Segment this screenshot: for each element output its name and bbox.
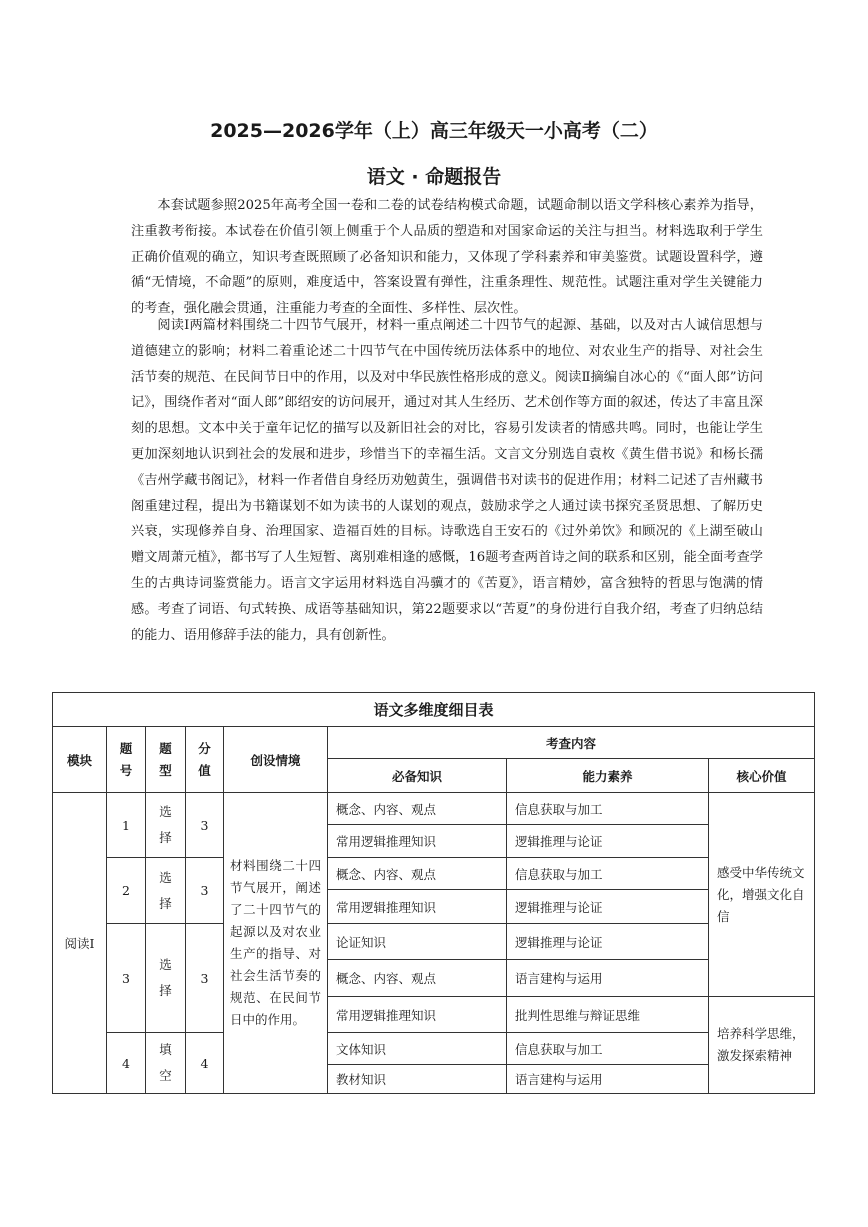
header-setting: 创设情境 [224,727,328,793]
knowledge-cell: 文体知识 [328,1033,507,1065]
ability-cell: 逻辑推理与论证 [507,825,709,858]
document-subtitle: 语文 · 命题报告 [366,166,502,188]
module-cell: 阅读Ⅰ [53,793,107,1094]
intro-paragraph-2: 阅读Ⅰ两篇材料围绕二十四节气展开，材料一重点阐述二十四节气的起源、基础，以及对古人诚信思想与道德建立的影响；材料二着重论述二十四节气在中国传统历法体系中的地位、对农业生产的指导、对社会生活节奏的规范、在民间节日中的作用，以及对中华民族性格形成的意义。阅读Ⅱ摘编自冰心的《“面人郎”访问记》，围绕作者对“面人郎”郎绍安的访问展开，通过对其人生经历、艺术创作等方面的叙述，传达了丰富且深刻的思想。文本中关于童年记忆的描写以及新旧社会的对比，容易引发读者的情感共鸣。同时，也能让学生更加深刻地认识到社会的发展和进步，珍惜当下的幸福生活。文言文分别选自袁枚《黄生借书说》和杨长孺《吉州学藏书阁记》，材料一作者借自身经历劝勉黄生，强调借书对读书的促进作用；材料二记述了吉州藏书阁重建过程，提出为书籍谋划不如为读书的人谋划的观点，鼓励求学之人通过读书探究圣贤思想、了解历史兴衰，实现修养自身、治理国家、造福百姓的目标。诗歌选自王安石的《过外弟饮》和顾况的《上湖至破山赠文周萧元植》，都书写了人生短暂、离别难相逢的感慨，16题考查两首诗之间的联系和区别，能全面考查学生的古典诗词鉴赏能力。语言文字运用材料选自冯骥才的《苦夏》，语言精妙，富含独特的哲思与饱满的情感。考查了词语、句式转换、成语等基础知识，第22题要求以“苦夏”的身份进行自我介绍，考查了归纳总结的能力、语用修辞手法的能力，具有创新性。 [131,318,763,643]
table-row [53,924,815,960]
table-caption: 语文多维度细目表 [53,693,815,727]
table-row [53,1033,815,1065]
core-value-cell: 感受中华传统文化，增强文化自信 [709,793,815,997]
question-score: 4 [186,1033,224,1094]
header-content: 考查内容 [328,727,815,759]
header-type: 题型 [146,727,186,793]
header-number: 题号 [107,727,146,793]
question-number: 4 [107,1033,146,1094]
core-value-cell: 培养科学思维，激发探索精神 [709,997,815,1094]
table-row [53,793,815,825]
question-score: 3 [186,924,224,1033]
question-score: 3 [186,858,224,924]
ability-cell: 批判性思维与辩证思维 [507,997,709,1033]
question-type: 选择 [146,793,186,858]
ability-cell: 逻辑推理与论证 [507,890,709,924]
ability-cell: 语言建构与运用 [507,960,709,997]
question-type: 选择 [146,858,186,924]
question-score: 3 [186,793,224,858]
knowledge-cell: 常用逻辑推理知识 [328,997,507,1033]
ability-cell: 信息获取与加工 [507,1033,709,1065]
question-number: 1 [107,793,146,858]
header-module: 模块 [53,727,107,793]
document-title: 2025—2026学年（上）高三年级天一小高考（二） [210,120,658,142]
ability-cell: 信息获取与加工 [507,858,709,890]
knowledge-cell: 概念、内容、观点 [328,793,507,825]
setting-cell: 材料围绕二十四节气展开，阐述了二十四节气的起源以及对农业生产的指导、对社会生活节奏的规范、在民间节日中的作用。 [224,793,328,1094]
knowledge-cell: 常用逻辑推理知识 [328,890,507,924]
ability-cell: 逻辑推理与论证 [507,924,709,960]
question-number: 2 [107,858,146,924]
ability-cell: 语言建构与运用 [507,1065,709,1094]
table-row [53,858,815,890]
knowledge-cell: 概念、内容、观点 [328,858,507,890]
ability-cell: 信息获取与加工 [507,793,709,825]
knowledge-cell: 教材知识 [328,1065,507,1094]
header-knowledge: 必备知识 [328,759,507,793]
header-value: 核心价值 [709,759,815,793]
knowledge-cell: 论证知识 [328,924,507,960]
header-score: 分值 [186,727,224,793]
header-ability: 能力素养 [507,759,709,793]
question-type: 填空 [146,1033,186,1094]
knowledge-cell: 常用逻辑推理知识 [328,825,507,858]
knowledge-cell: 概念、内容、观点 [328,960,507,997]
question-type: 选择 [146,924,186,1033]
question-number: 3 [107,924,146,1033]
specification-table [52,692,815,1094]
intro-paragraph-1: 本套试题参照2025年高考全国一卷和二卷的试卷结构模式命题，试题命制以语文学科核心素养为指导，注重教考衔接。本试卷在价值引领上侧重于个人品质的塑造和对国家命运的关注与担当。材料选取利于学生正确价值观的确立，知识考查既照顾了必备知识和能力，又体现了学科素养和审美鉴赏。试题设置科学，遵循“无情境，不命题”的原则，难度适中，答案设置有弹性，注重条理性、规范性。试题注重对学生关键能力的考查，强化融会贯通，注重能力考查的全面性、多样性、层次性。 [131,198,763,317]
